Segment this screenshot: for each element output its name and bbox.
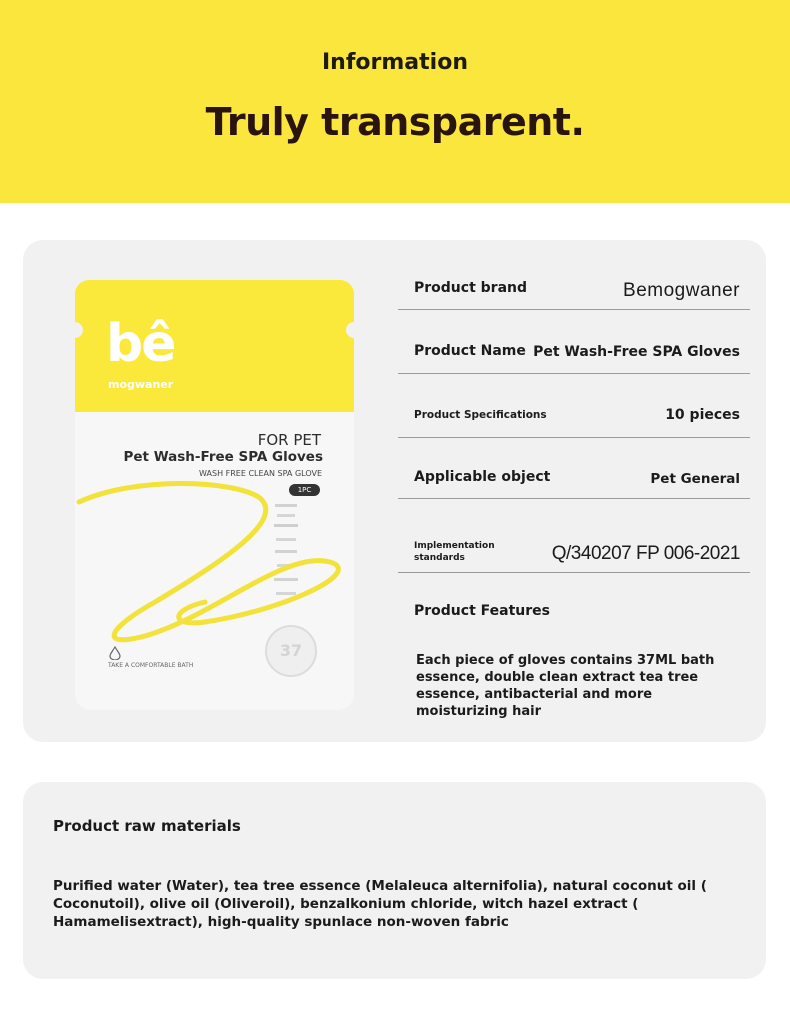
features-description: Each piece of gloves contains 37ML bath essence, double clean extract tea tree essence, antibacterial and more moisturizing hair (416, 653, 715, 719)
spec-row-applicable (398, 438, 750, 499)
spec-value: 10 pieces (665, 407, 740, 423)
raw-materials-title: Product raw materials (53, 817, 241, 835)
hero-banner (0, 0, 790, 203)
brand-logo-word: mogwaner (108, 378, 174, 391)
hero-title: Truly transparent. (205, 100, 585, 144)
spec-row-name (398, 310, 750, 374)
water-drop-icon (108, 646, 122, 660)
spec-label: Implementation standards (414, 541, 495, 563)
spec-value: Pet General (650, 471, 740, 487)
spec-label: Product brand (414, 280, 527, 296)
spec-value: Pet Wash-Free SPA Gloves (533, 344, 740, 360)
package-bath-text: TAKE A COMFORTABLE BATH (108, 662, 194, 669)
spec-label: Applicable object (414, 469, 551, 485)
spec-row-standards (398, 499, 750, 573)
package-product-name: Pet Wash-Free SPA Gloves (123, 449, 323, 465)
package-for-pet: FOR PET (257, 431, 321, 449)
spec-row-specifications (398, 374, 750, 438)
spec-value: Q/340207 FP 006-2021 (551, 543, 740, 564)
raw-materials-text: Purified water (Water), tea tree essence (Melaleuca alternifolia), natural coconut oil ( Coconutoil), olive oil (Oliveroil), benzalkonium chloride, witch hazel extract ( Hamamelisextract), high-quality spunlace non-woven fabric (53, 878, 707, 930)
package-count-badge: 1PC (289, 484, 320, 496)
product-package-image (75, 280, 354, 710)
brand-logo-mark: bê (106, 314, 175, 374)
hero-subtitle: Information (322, 50, 468, 75)
features-label: Product Features (414, 603, 550, 619)
volume-badge: 37 (265, 625, 317, 677)
spec-value: Bemogwaner (623, 280, 740, 301)
spec-row-brand (398, 270, 750, 310)
spec-label: Product Specifications (414, 409, 547, 421)
spec-label: Product Name (414, 343, 526, 359)
package-tagline: WASH FREE CLEAN SPA GLOVE (199, 469, 322, 478)
